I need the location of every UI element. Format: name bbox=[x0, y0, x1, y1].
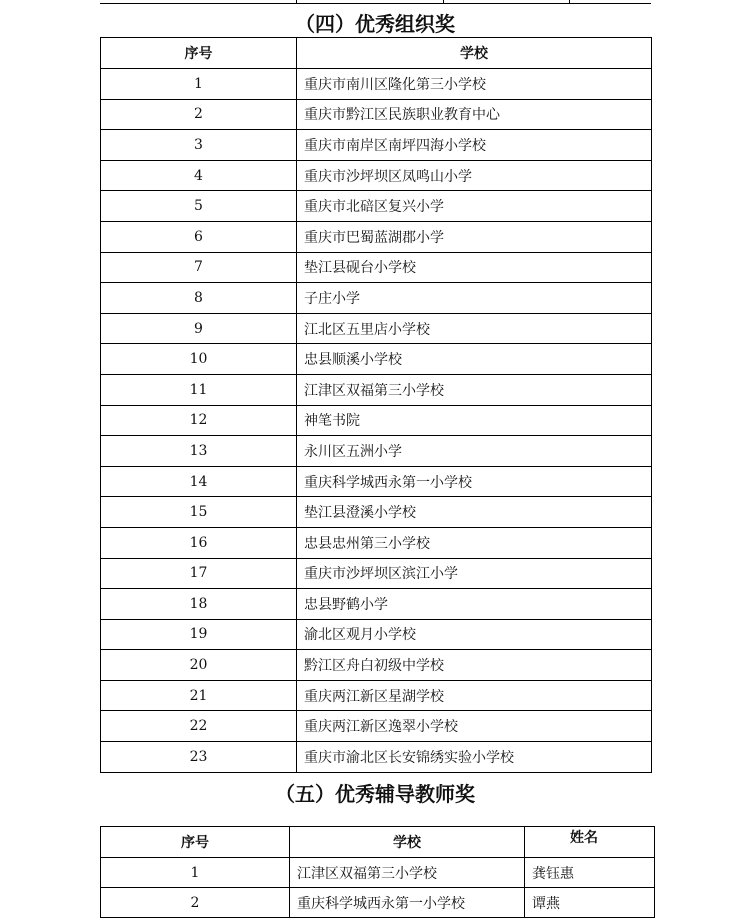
cell-no: 7 bbox=[101, 252, 297, 283]
cell-school: 忠县野鹤小学 bbox=[297, 589, 652, 620]
cell-no: 17 bbox=[101, 558, 297, 589]
cell-school: 忠县顺溪小学校 bbox=[297, 344, 652, 375]
cell-school: 江北区五里店小学校 bbox=[297, 313, 652, 344]
cell-no: 1 bbox=[101, 69, 297, 100]
cell-school: 忠县忠州第三小学校 bbox=[297, 527, 652, 558]
table-row bbox=[101, 589, 652, 620]
table-row bbox=[101, 619, 652, 650]
table-row bbox=[101, 405, 652, 436]
excellent-tutor-award-table bbox=[100, 826, 655, 918]
cell-school: 重庆市渝北区长安锦绣实验小学校 bbox=[297, 742, 652, 773]
cell-no: 1 bbox=[101, 858, 290, 888]
cell-name: 龚钰惠 bbox=[525, 858, 655, 888]
cell-school: 重庆科学城西永第一小学校 bbox=[297, 466, 652, 497]
cell-no: 6 bbox=[101, 221, 297, 252]
header-name: 姓名 bbox=[525, 827, 655, 858]
cell-school: 重庆市黔江区民族职业教育中心 bbox=[297, 99, 652, 130]
table-row bbox=[101, 497, 652, 528]
cell-no: 15 bbox=[101, 497, 297, 528]
cell-no: 21 bbox=[101, 680, 297, 711]
table-row bbox=[101, 888, 655, 918]
cell-school: 永川区五洲小学 bbox=[297, 436, 652, 467]
table-row bbox=[101, 160, 652, 191]
table-row bbox=[101, 711, 652, 742]
table-row bbox=[101, 99, 652, 130]
cell-school: 重庆市沙坪坝区滨江小学 bbox=[297, 558, 652, 589]
cell-school: 渝北区观月小学校 bbox=[297, 619, 652, 650]
cell-school: 重庆市南川区隆化第三小学校 bbox=[297, 69, 652, 100]
cell-school: 垫江县澄溪小学校 bbox=[297, 497, 652, 528]
table-row bbox=[101, 650, 652, 681]
cell-school: 重庆市沙坪坝区凤鸣山小学 bbox=[297, 160, 652, 191]
cell-no: 18 bbox=[101, 589, 297, 620]
table-row bbox=[101, 680, 652, 711]
header-school: 学校 bbox=[290, 827, 525, 858]
header-no: 序号 bbox=[101, 827, 290, 858]
cell-school: 神笔书院 bbox=[297, 405, 652, 436]
cell-school: 重庆两江新区星湖学校 bbox=[297, 680, 652, 711]
section5-title: （五）优秀辅导教师奖 bbox=[275, 782, 475, 806]
cell-no: 14 bbox=[101, 466, 297, 497]
cell-name: 谭燕 bbox=[525, 888, 655, 918]
header-school: 学校 bbox=[297, 38, 652, 69]
previous-table-bottom-edge bbox=[100, 0, 651, 4]
cell-no: 8 bbox=[101, 283, 297, 314]
cell-no: 2 bbox=[101, 888, 290, 918]
table-row bbox=[101, 466, 652, 497]
table-header-row bbox=[101, 827, 655, 858]
table-row bbox=[101, 527, 652, 558]
header-no: 序号 bbox=[101, 38, 297, 69]
table-row bbox=[101, 130, 652, 161]
table-header-row bbox=[101, 38, 652, 69]
cell-school: 黔江区舟白初级中学校 bbox=[297, 650, 652, 681]
cell-no: 4 bbox=[101, 160, 297, 191]
cell-school: 江津区双福第三小学校 bbox=[290, 858, 525, 888]
cell-school: 重庆市巴蜀蓝湖郡小学 bbox=[297, 221, 652, 252]
cell-school: 重庆两江新区逸翠小学校 bbox=[297, 711, 652, 742]
cell-school: 重庆市北碚区复兴小学 bbox=[297, 191, 652, 222]
excellent-organization-award-table bbox=[100, 37, 652, 773]
cell-no: 3 bbox=[101, 130, 297, 161]
cell-no: 13 bbox=[101, 436, 297, 467]
table-row bbox=[101, 374, 652, 405]
table-row bbox=[101, 191, 652, 222]
table-row bbox=[101, 558, 652, 589]
cell-no: 23 bbox=[101, 742, 297, 773]
cell-school: 重庆科学城西永第一小学校 bbox=[290, 888, 525, 918]
cell-no: 16 bbox=[101, 527, 297, 558]
cell-no: 19 bbox=[101, 619, 297, 650]
table-row bbox=[101, 313, 652, 344]
cell-school: 江津区双福第三小学校 bbox=[297, 374, 652, 405]
section4-title: （四）优秀组织奖 bbox=[295, 12, 455, 36]
table-row bbox=[101, 858, 655, 888]
table-row bbox=[101, 252, 652, 283]
cell-no: 22 bbox=[101, 711, 297, 742]
cell-no: 20 bbox=[101, 650, 297, 681]
table-row bbox=[101, 436, 652, 467]
cell-school: 重庆市南岸区南坪四海小学校 bbox=[297, 130, 652, 161]
table-row bbox=[101, 344, 652, 375]
column-divider bbox=[296, 0, 297, 4]
cell-school: 垫江县砚台小学校 bbox=[297, 252, 652, 283]
table-row bbox=[101, 69, 652, 100]
cell-no: 10 bbox=[101, 344, 297, 375]
cell-no: 5 bbox=[101, 191, 297, 222]
cell-school: 子庄小学 bbox=[297, 283, 652, 314]
cell-no: 12 bbox=[101, 405, 297, 436]
column-divider bbox=[443, 0, 444, 4]
cell-no: 11 bbox=[101, 374, 297, 405]
column-divider bbox=[569, 0, 570, 4]
table-row bbox=[101, 283, 652, 314]
table-row bbox=[101, 742, 652, 773]
cell-no: 2 bbox=[101, 99, 297, 130]
cell-no: 9 bbox=[101, 313, 297, 344]
table-row bbox=[101, 221, 652, 252]
